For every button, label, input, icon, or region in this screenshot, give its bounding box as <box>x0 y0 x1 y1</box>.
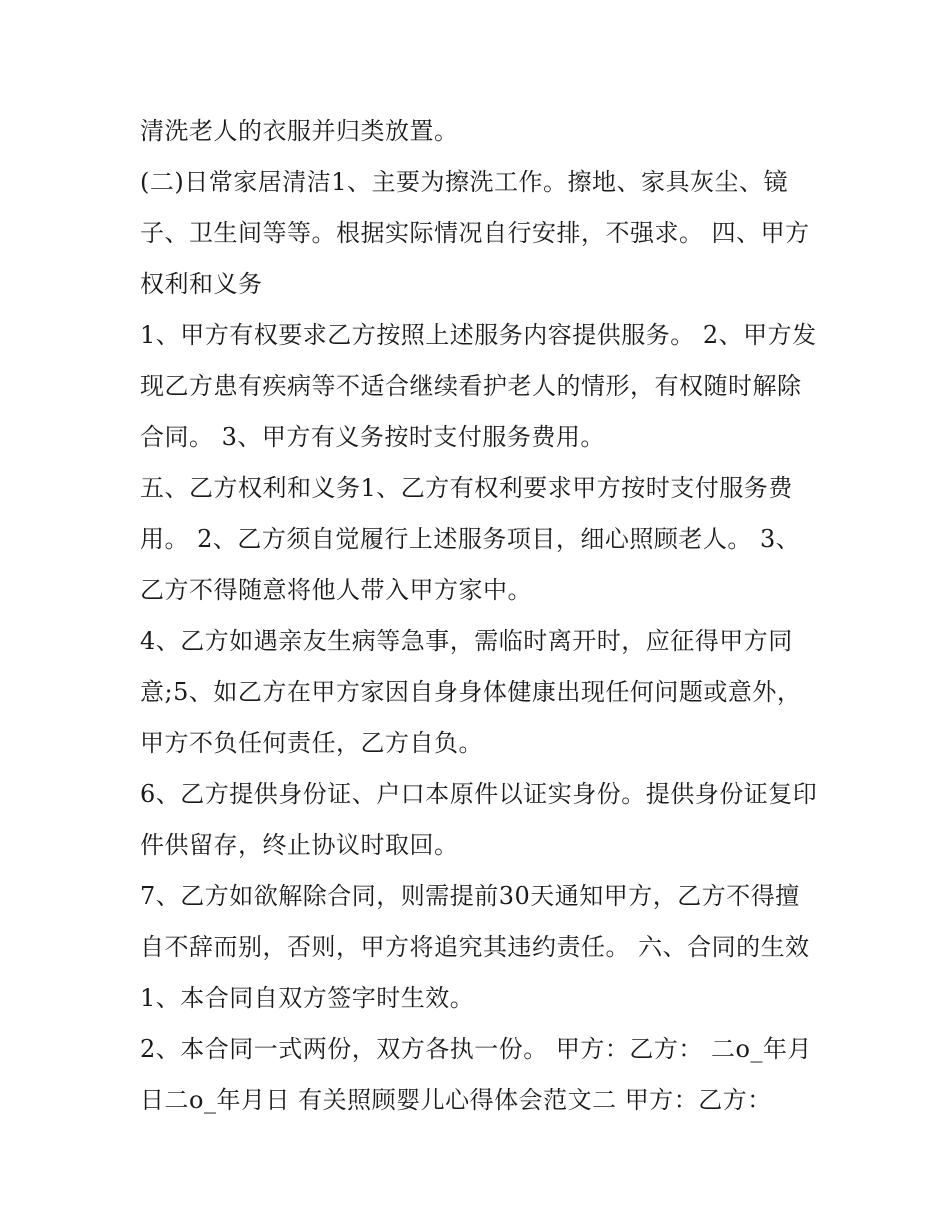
paragraph-7: 7、乙方如欲解除合同，则需提前30天通知甲方，乙方不得擅自不辞而别，否则，甲方将追究其违约责任。 六、合同的生效1、本合同自双方签字时生效。 <box>140 882 810 1012</box>
paragraph-1: 清洗老人的衣服并归类放置。 <box>140 117 459 145</box>
paragraph-5: 4、乙方如遇亲友生病等急事，需临时离开时，应征得甲方同意;5、如乙方在甲方家因自身身体健康出现任何问题或意外，甲方不负任何责任，乙方自负。 <box>140 627 802 757</box>
paragraph-4: 五、乙方权利和义务1、乙方有权利要求甲方按时支付服务费用。 2、乙方须自觉履行上述服务项目，细心照顾老人。 3、乙方不得随意将他人带入甲方家中。 <box>140 474 801 604</box>
paragraph-3: 1、甲方有权要求乙方按照上述服务内容提供服务。 2、甲方发现乙方患有疾病等不适合继续看护老人的情形，有权随时解除合同。 3、甲方有义务按时支付服务费用。 <box>140 321 817 451</box>
document-body <box>140 106 820 1126</box>
paragraph-2: (二)日常家居清洁1、主要为擦洗工作。擦地、家具灰尘、镜子、卫生间等等。根据实际情况自行安排，不强求。 四、甲方权利和义务 <box>140 168 810 298</box>
paragraph-6: 6、乙方提供身份证、户口本原件以证实身份。提供身份证复印件供留存，终止协议时取回。 <box>140 780 818 859</box>
paragraph-8: 2、本合同一式两份，双方各执一份。 甲方：乙方： 二o_年月日二o_年月日 有关照顾婴儿心得体会范文二 甲方：乙方： <box>140 1035 812 1114</box>
